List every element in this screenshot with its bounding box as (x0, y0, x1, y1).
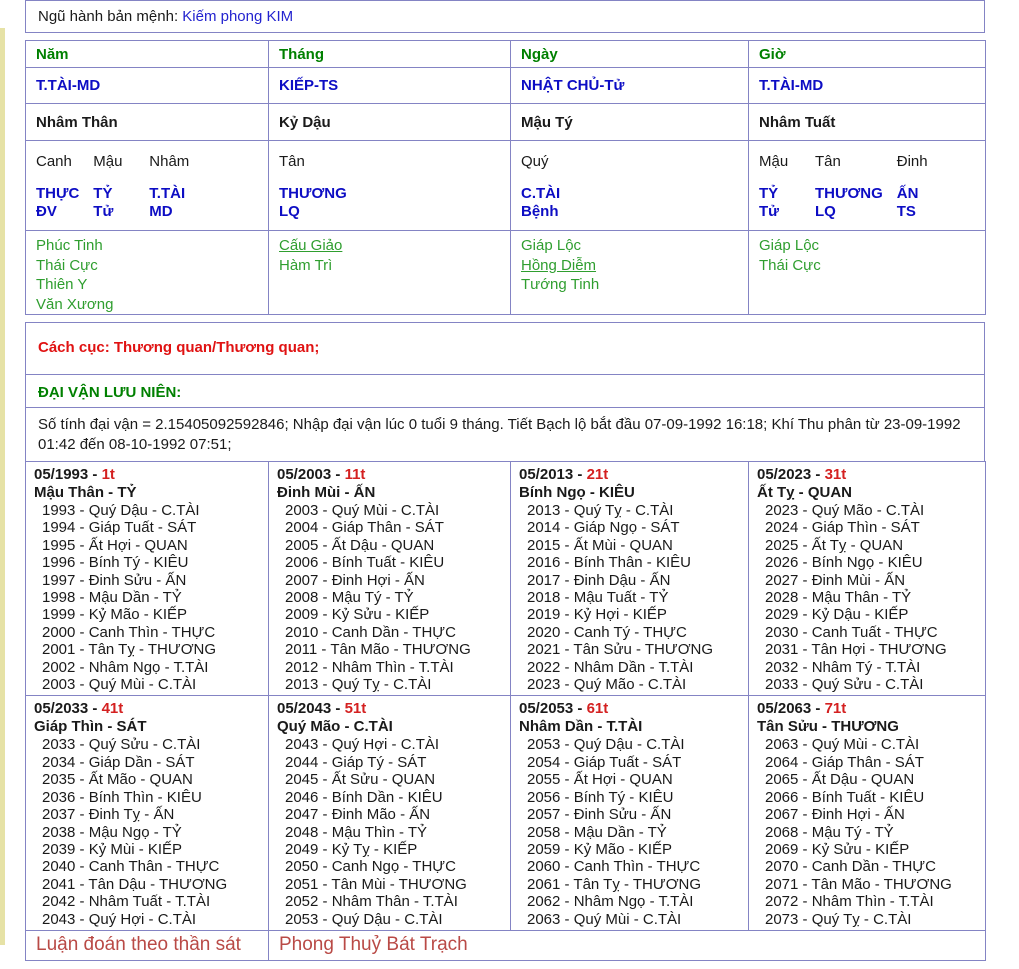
decade-year-row: 2063 - Quý Mùi - C.TÀI (527, 910, 682, 928)
decade-year-row: 2017 - Đinh Dậu - ẤN (527, 571, 671, 589)
decade-age: 41t (101, 700, 124, 718)
decade-year-row: 2020 - Canh Tý - THỰC (527, 623, 687, 641)
hidden-stem-stage: Bệnh (521, 203, 559, 220)
decade-year-row: 2009 - Kỷ Sửu - KIẾP (285, 606, 430, 624)
decade-year-row: 2052 - Nhâm Thân - T.TÀI (285, 893, 458, 911)
decade-year-row: 1998 - Mậu Dần - TỶ (42, 589, 182, 607)
decade-age: 11t (344, 466, 366, 483)
stars-month (269, 231, 511, 315)
menh-value-link[interactable]: Kiếm phong KIM (182, 8, 294, 25)
pillar-name-year: Nhâm Thân (26, 104, 269, 141)
pillars-gods-row (26, 68, 986, 104)
dai-van-title: ĐẠI VẬN LƯU NIÊN: (25, 374, 985, 408)
decade-pillar: Giáp Thìn - SÁT (34, 718, 147, 736)
hidden-stem-group (759, 154, 801, 221)
decade-year-row: 2037 - Đinh Tỵ - ẤN (42, 806, 175, 824)
decade-year-row: 2022 - Nhâm Dần - T.TÀI (527, 658, 694, 676)
hidden-stem-name: Đinh (896, 153, 928, 170)
hidden-stem-god: THƯƠNG (815, 185, 883, 202)
decade-cell (269, 462, 511, 696)
decade-year-row: 2047 - Đinh Mão - ẤN (285, 806, 431, 824)
decade-pillar: Mậu Thân - TỶ (34, 484, 137, 501)
dai-van-info: Số tính đại vận = 2.15405092592846; Nhập đại vận lúc 0 tuổi 9 tháng. Tiết Bạch lộ bắt đầu 07-09-1992 16:18; Khí Thu phân từ 23-09-1992 01:42 đến 08-10-1992 07:51; (25, 407, 985, 462)
decade-separator: - (88, 466, 102, 483)
decade-year-row: 2013 - Quý Tỵ - C.TÀI (285, 676, 432, 694)
decade-year-row: 2034 - Giáp Dần - SÁT (42, 753, 195, 771)
decade-year-row: 2024 - Giáp Thìn - SÁT (765, 519, 920, 537)
decade-year-row: 2015 - Ất Mùi - QUAN (527, 536, 673, 554)
decade-year-row: 2033 - Quý Sửu - C.TÀI (765, 676, 924, 694)
decade-year-row: 1994 - Giáp Tuất - SÁT (42, 519, 197, 537)
decade-year-row: 2011 - Tân Mão - THƯƠNG (285, 641, 471, 659)
star-item: Giáp Lộc (521, 237, 582, 254)
pillar-header-hour: Giờ (749, 41, 986, 68)
decade-year-row: 2036 - Bính Thìn - KIÊU (42, 788, 202, 806)
hidden-stem-name: Tân (815, 153, 841, 170)
cach-cuc-box: Cách cục: Thương quan/Thương quan; (25, 322, 985, 375)
decade-cell (511, 696, 749, 930)
hidden-stem-stage: MD (149, 203, 173, 220)
hidden-stem-group (279, 154, 347, 221)
content-area (25, 0, 985, 961)
footer-links-row (26, 930, 986, 960)
footer-cell-bat-trach (269, 930, 986, 960)
decade-year-row: 2013 - Quý Tỵ - C.TÀI (527, 502, 674, 519)
decade-year-row: 2053 - Quý Dậu - C.TÀI (527, 736, 685, 754)
decade-year-row: 2003 - Quý Mùi - C.TÀI (285, 502, 440, 519)
hidden-stem-god: THƯƠNG (279, 185, 347, 202)
decade-cell (269, 696, 511, 930)
stars-hour (749, 231, 986, 315)
decade-header (34, 466, 262, 484)
decade-year-row: 2046 - Bính Dần - KIÊU (285, 788, 443, 806)
decade-year-row: 2045 - Ất Sửu - QUAN (285, 771, 436, 789)
star-item: Phúc Tinh (36, 237, 103, 254)
star-item: Thái Cực (759, 256, 821, 274)
decade-header (277, 466, 504, 484)
hidden-stem-name: Nhâm (149, 153, 190, 170)
hidden-stems-year (26, 141, 269, 231)
hidden-stem-group (815, 154, 883, 221)
decade-year-row: 2016 - Bính Thân - KIÊU (527, 554, 691, 572)
decade-cell (26, 696, 269, 930)
hidden-stem-group (36, 154, 79, 221)
star-item: Thiên Y (36, 276, 88, 293)
decade-pillar: Tân Sửu - THƯƠNG (757, 718, 899, 736)
star-item: Văn Xương (36, 295, 114, 313)
decade-year-row: 2042 - Nhâm Tuất - T.TÀI (42, 893, 211, 911)
decades-row-1 (26, 462, 986, 696)
hidden-stem-god: TỶ (93, 185, 113, 202)
hidden-stem-god: TỶ (759, 185, 779, 202)
decade-year-row: 2038 - Mậu Ngọ - TỶ (42, 823, 182, 841)
decade-year-row: 2056 - Bính Tý - KIÊU (527, 788, 674, 806)
decade-age: 51t (344, 700, 367, 718)
decade-year-row: 1995 - Ất Hợi - QUAN (42, 536, 188, 554)
hidden-stems-day (511, 141, 749, 231)
decade-header (757, 700, 979, 718)
decade-year-row: 2033 - Quý Sửu - C.TÀI (42, 736, 201, 754)
pillars-stars-row (26, 231, 986, 315)
decade-year-row: 2050 - Canh Ngọ - THỰC (285, 858, 456, 876)
hidden-stem-god: T.TÀI (149, 185, 186, 202)
decade-header (34, 700, 262, 718)
decade-cell (749, 462, 986, 696)
decade-separator: - (811, 700, 825, 718)
star-item: Thái Cực (36, 256, 98, 274)
decade-year-row: 2030 - Canh Tuất - THỰC (765, 623, 938, 641)
decade-year-row: 2072 - Nhâm Thìn - T.TÀI (765, 893, 934, 911)
decade-pillar: Ất Tỵ - QUAN (757, 484, 852, 501)
decade-period: 05/2013 (519, 466, 574, 483)
decades-table (25, 461, 986, 961)
decade-year-row: 2051 - Tân Mùi - THƯƠNG (285, 875, 467, 893)
decade-period: 05/1993 (34, 466, 89, 483)
decade-separator: - (811, 466, 825, 483)
decade-year-row: 2058 - Mậu Dần - TỶ (527, 823, 667, 841)
hidden-stem-name: Canh (36, 153, 72, 170)
pillar-header-month: Tháng (269, 41, 511, 68)
decade-period: 05/2033 (34, 700, 89, 718)
pillar-god-day: NHẬT CHỦ-Tử (511, 68, 749, 104)
hidden-stem-god: ẤN (896, 185, 919, 202)
decade-year-row: 2001 - Tân Tỵ - THƯƠNG (42, 641, 217, 659)
decade-year-row: 2057 - Đinh Sửu - ẤN (527, 806, 672, 824)
star-item: Giáp Lộc (759, 237, 820, 254)
decade-pillar: Đinh Mùi - ẤN (277, 484, 376, 501)
pillar-name-month: Kỷ Dậu (269, 104, 511, 141)
decade-year-row: 2023 - Quý Mão - C.TÀI (527, 676, 687, 694)
decade-header (519, 466, 742, 484)
decade-cell (749, 696, 986, 930)
decade-year-row: 2059 - Kỷ Mão - KIẾP (527, 840, 673, 858)
decade-year-row: 2028 - Mậu Thân - TỶ (765, 589, 912, 607)
decade-year-row: 2069 - Kỷ Sửu - KIẾP (765, 840, 910, 858)
decade-year-row: 2027 - Đinh Mùi - ẤN (765, 571, 906, 589)
stars-day (511, 231, 749, 315)
hidden-stem-stage: LQ (279, 203, 300, 220)
decade-year-row: 2019 - Kỷ Hợi - KIẾP (527, 606, 667, 624)
decade-year-row: 1999 - Kỷ Mão - KIẾP (42, 606, 188, 624)
decade-year-row: 2014 - Giáp Ngọ - SÁT (527, 519, 680, 537)
decade-year-row: 2053 - Quý Dậu - C.TÀI (285, 910, 443, 928)
decade-year-row: 2006 - Bính Tuất - KIÊU (285, 554, 445, 572)
decade-year-row: 2041 - Tân Dậu - THƯƠNG (42, 875, 228, 893)
star-item[interactable]: Cấu Giảo (279, 237, 343, 254)
hidden-stem-group (521, 154, 563, 221)
hidden-stems-hour (749, 141, 986, 231)
decade-year-row: 2064 - Giáp Thân - SÁT (765, 753, 924, 771)
pillar-god-year: T.TÀI-MD (26, 68, 269, 104)
decade-year-row: 2040 - Canh Thân - THỰC (42, 858, 220, 876)
pillars-names-row (26, 104, 986, 141)
decade-year-row: 1997 - Đinh Sửu - ẤN (42, 571, 187, 589)
decade-pillar: Bính Ngọ - KIÊU (519, 484, 635, 501)
decade-year-row: 2002 - Nhâm Ngọ - T.TÀI (42, 658, 209, 676)
stars-year (26, 231, 269, 315)
hidden-stem-god: C.TÀI (521, 185, 561, 202)
decade-year-row: 2025 - Ất Tỵ - QUAN (765, 536, 904, 554)
decade-period: 05/2053 (519, 700, 574, 718)
decade-year-row: 2005 - Ất Dậu - QUAN (285, 536, 435, 554)
decade-cell (511, 462, 749, 696)
hidden-stem-group (897, 154, 939, 221)
decade-year-row: 2068 - Mậu Tý - TỶ (765, 823, 894, 841)
decade-year-row: 2039 - Kỷ Mùi - KIẾP (42, 840, 183, 858)
hidden-stem-name: Mậu (93, 153, 123, 170)
decade-year-row: 2007 - Đinh Hợi - ẤN (285, 571, 425, 589)
decade-separator: - (88, 700, 102, 718)
decade-cell (26, 462, 269, 696)
hidden-stem-stage: ĐV (36, 203, 57, 220)
decade-age: 1t (101, 466, 115, 483)
decade-year-row: 2035 - Ất Mão - QUAN (42, 771, 193, 789)
decade-year-row: 2049 - Kỷ Tỵ - KIẾP (285, 840, 418, 858)
menh-box (25, 0, 985, 33)
menh-label: Ngũ hành bản mệnh: (38, 8, 183, 25)
decade-year-row: 2073 - Quý Tỵ - C.TÀI (765, 910, 912, 928)
decade-separator: - (331, 466, 345, 483)
bat-trach-link[interactable]: Phong Thuỷ Bát Trạch (279, 934, 468, 956)
decade-year-row: 2023 - Quý Mão - C.TÀI (765, 502, 925, 519)
decade-year-row: 2062 - Nhâm Ngọ - T.TÀI (527, 893, 694, 911)
decade-pillar: Nhâm Dần - T.TÀI (519, 718, 643, 736)
pillars-hidden-stems-row (26, 141, 986, 231)
decade-header (757, 466, 979, 484)
hidden-stem-group (149, 154, 191, 221)
hidden-stems-month (269, 141, 511, 231)
decade-year-row: 2063 - Quý Mùi - C.TÀI (765, 736, 920, 754)
decade-year-row: 2060 - Canh Thìn - THỰC (527, 858, 701, 876)
decade-year-row: 2061 - Tân Tỵ - THƯƠNG (527, 875, 702, 893)
decade-age: 61t (586, 700, 609, 718)
decade-period: 05/2023 (757, 466, 812, 483)
hidden-stem-name: Quý (521, 153, 549, 170)
decade-year-row: 2067 - Đinh Hợi - ẤN (765, 806, 905, 824)
hidden-stem-name: Mậu (759, 153, 789, 170)
decade-year-row: 2029 - Kỷ Dậu - KIẾP (765, 606, 909, 624)
hidden-stem-stage: Tử (93, 203, 114, 220)
decades-row-2 (26, 696, 986, 930)
decade-year-row: 2048 - Mậu Thìn - TỶ (285, 823, 428, 841)
hidden-stem-group (93, 154, 135, 221)
decade-year-row: 2008 - Mậu Tý - TỶ (285, 589, 414, 607)
hidden-stem-god: THỰC (36, 185, 80, 202)
decade-pillar: Quý Mão - C.TÀI (277, 718, 393, 736)
decade-separator: - (573, 700, 587, 718)
decade-year-row: 2044 - Giáp Tý - SÁT (285, 753, 427, 771)
footer-cell-than-sat (26, 930, 269, 960)
decade-year-row: 1996 - Bính Tý - KIÊU (42, 554, 189, 572)
hidden-stem-stage: TS (896, 203, 916, 220)
decade-year-row: 2055 - Ất Hợi - QUAN (527, 771, 673, 789)
decade-year-row: 2066 - Bính Tuất - KIÊU (765, 788, 925, 806)
decade-period: 05/2003 (277, 466, 332, 483)
pillar-god-hour: T.TÀI-MD (749, 68, 986, 104)
decade-year-row: 2071 - Tân Mão - THƯƠNG (765, 875, 952, 893)
hidden-stem-stage: Tử (759, 203, 780, 220)
pillar-header-day: Ngày (511, 41, 749, 68)
decade-year-row: 2021 - Tân Sửu - THƯƠNG (527, 641, 714, 659)
pillar-name-hour: Nhâm Tuất (749, 104, 986, 141)
decade-year-row: 2032 - Nhâm Tý - T.TÀI (765, 658, 921, 676)
decade-year-row: 2004 - Giáp Thân - SÁT (285, 519, 444, 537)
decade-year-row: 2070 - Canh Dần - THỰC (765, 858, 936, 876)
hidden-stem-stage: LQ (815, 203, 836, 220)
decade-year-row: 2043 - Quý Hợi - C.TÀI (42, 910, 197, 928)
decade-separator: - (573, 466, 587, 483)
pillars-header-row (26, 41, 986, 68)
decade-period: 05/2043 (277, 700, 332, 718)
decade-year-row: 2065 - Ất Dậu - QUAN (765, 771, 915, 789)
decade-age: 31t (824, 466, 847, 483)
decade-year-row: 2026 - Bính Ngọ - KIÊU (765, 554, 923, 572)
decade-year-row: 2018 - Mậu Tuất - TỶ (527, 589, 669, 607)
decade-age: 71t (824, 700, 847, 718)
pillar-name-day: Mậu Tý (511, 104, 749, 141)
decade-header (519, 700, 742, 718)
decade-year-row: 2031 - Tân Hợi - THƯƠNG (765, 641, 947, 659)
decade-header (277, 700, 504, 718)
star-item: Tướng Tinh (521, 276, 600, 293)
page-edge-strip (0, 28, 5, 945)
pillar-god-month: KIẾP-TS (269, 68, 511, 104)
decade-age: 21t (586, 466, 609, 483)
decade-year-row: 2043 - Quý Hợi - C.TÀI (285, 736, 440, 754)
decade-year-row: 2010 - Canh Dần - THỰC (285, 623, 456, 641)
decade-year-row: 2054 - Giáp Tuất - SÁT (527, 753, 682, 771)
pillar-header-year: Năm (26, 41, 269, 68)
star-item[interactable]: Hồng Diễm (521, 256, 597, 274)
decade-separator: - (331, 700, 345, 718)
pillars-table (25, 40, 986, 315)
decade-year-row: 2012 - Nhâm Thìn - T.TÀI (285, 658, 454, 676)
decade-period: 05/2063 (757, 700, 812, 718)
decade-year-row: 1993 - Quý Dậu - C.TÀI (42, 502, 200, 519)
than-sat-link[interactable]: Luận đoán theo thần sát (36, 934, 241, 956)
star-item: Hàm Trì (279, 256, 333, 274)
hidden-stem-name: Tân (279, 153, 305, 170)
decade-year-row: 2003 - Quý Mùi - C.TÀI (42, 676, 197, 694)
decade-year-row: 2000 - Canh Thìn - THỰC (42, 623, 216, 641)
